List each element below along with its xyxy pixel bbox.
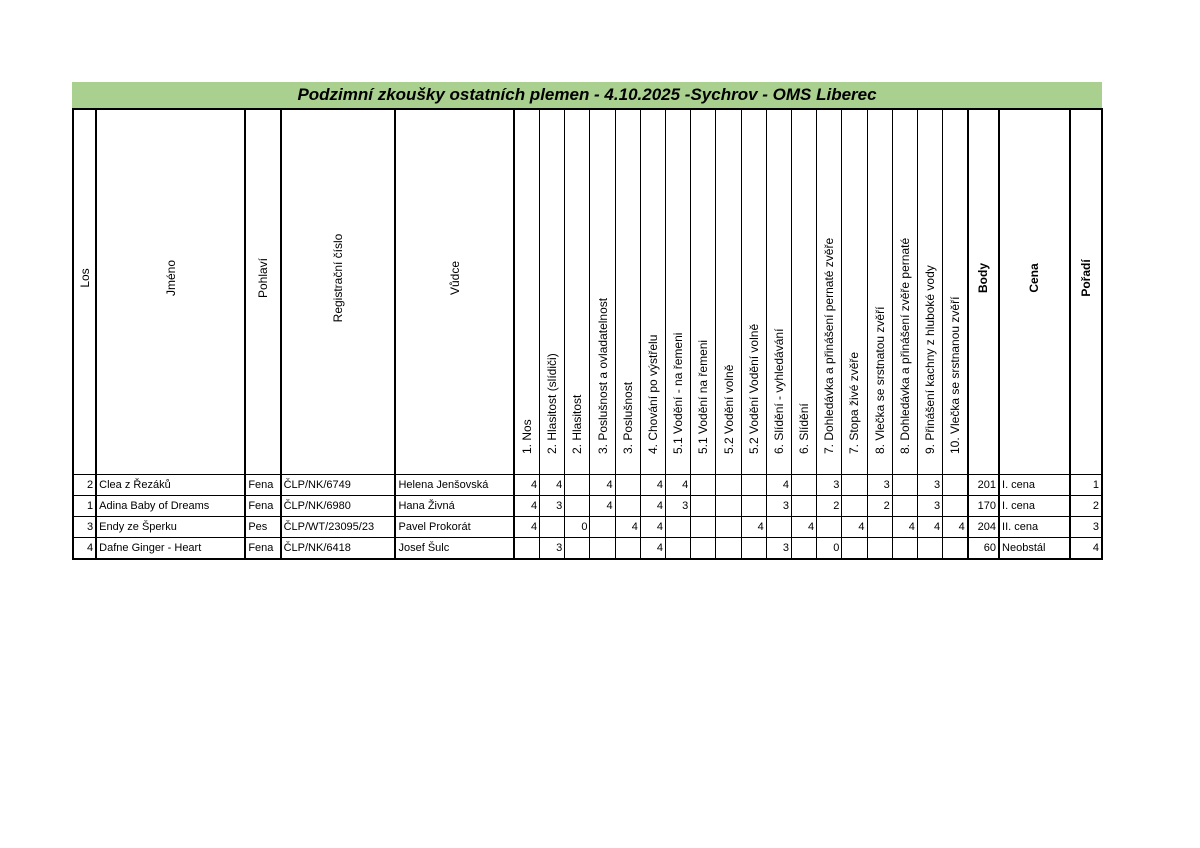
- cell-c1: 4: [514, 517, 539, 538]
- cell-c9: [716, 496, 741, 517]
- cell-c1: [514, 538, 539, 560]
- cell-c2: [540, 517, 565, 538]
- cell-c3: [565, 538, 590, 560]
- header-los: [73, 109, 96, 475]
- cell-cena: Neobstál: [999, 538, 1070, 560]
- cell-vudce: Josef Šulc: [395, 538, 514, 560]
- header-label: 5.1 Vodění na řemeni: [696, 339, 711, 454]
- cell-c7: 4: [666, 475, 691, 496]
- header-c3: [565, 109, 590, 475]
- cell-c3: 0: [565, 517, 590, 538]
- cell-c12: [791, 475, 816, 496]
- cell-c6: 4: [640, 496, 665, 517]
- header-reg: [281, 109, 396, 475]
- header-label: 2. Hlasitost: [570, 394, 585, 454]
- cell-cena: II. cena: [999, 517, 1070, 538]
- header-label: 6. Slídění - vyhledávání: [771, 328, 786, 454]
- header-label: 6. Slídění: [797, 403, 812, 454]
- cell-c14: [842, 538, 867, 560]
- cell-c17: 3: [917, 496, 942, 517]
- header-label: 8. Dohledávka a přinášení zvěře pernaté: [897, 237, 912, 454]
- cell-c4: [590, 517, 615, 538]
- header-label: 2. Hlasitost (slídiči): [545, 353, 560, 454]
- cell-c3: [565, 496, 590, 517]
- cell-pohlavi: Pes: [245, 517, 280, 538]
- cell-c3: [565, 475, 590, 496]
- cell-c16: [892, 496, 917, 517]
- header-pohlavi: [245, 109, 280, 475]
- cell-c6: 4: [640, 475, 665, 496]
- cell-c8: [691, 496, 716, 517]
- header-label: Pořadí: [1078, 259, 1093, 297]
- cell-c7: [666, 517, 691, 538]
- cell-c5: [615, 496, 640, 517]
- header-c9: [716, 109, 741, 475]
- cell-c1: 4: [514, 496, 539, 517]
- header-jmeno: [96, 109, 245, 475]
- cell-c6: 4: [640, 517, 665, 538]
- cell-c16: 4: [892, 517, 917, 538]
- cell-c9: [716, 475, 741, 496]
- cell-pohlavi: Fena: [245, 496, 280, 517]
- cell-c6: 4: [640, 538, 665, 560]
- cell-c13: 0: [817, 538, 842, 560]
- cell-los: 4: [73, 538, 96, 560]
- header-label: 7. Dohledávka a přinášení pernaté zvěře: [822, 237, 837, 454]
- cell-c12: [791, 496, 816, 517]
- header-c10: [741, 109, 766, 475]
- cell-c7: 3: [666, 496, 691, 517]
- header-label: 10. Vlečka se srstnanou zvěří: [947, 296, 962, 454]
- cell-c15: 2: [867, 496, 892, 517]
- cell-poradi: 3: [1070, 517, 1102, 538]
- header-label: 5.2 Vodění volně: [721, 364, 736, 454]
- header-c15: [867, 109, 892, 475]
- cell-c13: 3: [817, 475, 842, 496]
- cell-poradi: 1: [1070, 475, 1102, 496]
- cell-c4: 4: [590, 496, 615, 517]
- header-label: Pohlaví: [255, 257, 270, 299]
- page-title: Podzimní zkoušky ostatních plemen - 4.10.2025 -Sychrov - OMS Liberec: [72, 82, 1102, 108]
- cell-poradi: 4: [1070, 538, 1102, 560]
- cell-c9: [716, 517, 741, 538]
- cell-body: 60: [968, 538, 999, 560]
- cell-body: 201: [968, 475, 999, 496]
- header-c12: [791, 109, 816, 475]
- cell-c12: 4: [791, 517, 816, 538]
- cell-cena: I. cena: [999, 496, 1070, 517]
- cell-reg: ČLP/WT/23095/23: [281, 517, 396, 538]
- cell-vudce: Helena Jenšovská: [395, 475, 514, 496]
- cell-c4: [590, 538, 615, 560]
- cell-los: 1: [73, 496, 96, 517]
- cell-jmeno: Adina Baby of Dreams: [96, 496, 245, 517]
- cell-c18: 4: [943, 517, 968, 538]
- table-row: [73, 517, 1102, 538]
- header-c17: [917, 109, 942, 475]
- header-poradi: [1070, 109, 1102, 475]
- cell-c10: 4: [741, 517, 766, 538]
- cell-c14: [842, 496, 867, 517]
- cell-jmeno: Endy ze Šperku: [96, 517, 245, 538]
- header-body: [968, 109, 999, 475]
- cell-pohlavi: Fena: [245, 475, 280, 496]
- cell-c16: [892, 538, 917, 560]
- cell-cena: I. cena: [999, 475, 1070, 496]
- header-c2: [540, 109, 565, 475]
- table-row: [73, 475, 1102, 496]
- cell-c15: [867, 517, 892, 538]
- header-cena: [999, 109, 1070, 475]
- cell-c13: 2: [817, 496, 842, 517]
- cell-c11: 3: [766, 496, 791, 517]
- cell-jmeno: Clea z Řezáků: [96, 475, 245, 496]
- cell-jmeno: Dafne Ginger - Heart: [96, 538, 245, 560]
- header-c14: [842, 109, 867, 475]
- header-c4: [590, 109, 615, 475]
- cell-c14: [842, 475, 867, 496]
- cell-reg: ČLP/NK/6418: [281, 538, 396, 560]
- header-c7: [666, 109, 691, 475]
- cell-c2: 3: [540, 496, 565, 517]
- header-c13: [817, 109, 842, 475]
- header-label: 8. Vlečka se srstnatou zvěří: [872, 306, 887, 454]
- header-label: 3. Poslušnost: [620, 381, 635, 454]
- cell-reg: ČLP/NK/6749: [281, 475, 396, 496]
- cell-c14: 4: [842, 517, 867, 538]
- cell-body: 170: [968, 496, 999, 517]
- cell-c7: [666, 538, 691, 560]
- cell-pohlavi: Fena: [245, 538, 280, 560]
- header-label: Body: [976, 263, 991, 293]
- cell-c18: [943, 475, 968, 496]
- header-c18: [943, 109, 968, 475]
- cell-c10: [741, 496, 766, 517]
- cell-c9: [716, 538, 741, 560]
- cell-c8: [691, 475, 716, 496]
- header-c6: [640, 109, 665, 475]
- cell-c16: [892, 475, 917, 496]
- results-table: [72, 108, 1103, 560]
- cell-c11: 3: [766, 538, 791, 560]
- cell-c8: [691, 517, 716, 538]
- cell-c11: [766, 517, 791, 538]
- cell-body: 204: [968, 517, 999, 538]
- header-vudce: [395, 109, 514, 475]
- cell-c13: [817, 517, 842, 538]
- cell-poradi: 2: [1070, 496, 1102, 517]
- cell-c17: [917, 538, 942, 560]
- cell-c12: [791, 538, 816, 560]
- cell-c15: [867, 538, 892, 560]
- header-label: 4. Chování po výstřelu: [645, 334, 660, 454]
- header-c8: [691, 109, 716, 475]
- header-label: 3. Poslušnost a ovladatelnost: [595, 297, 610, 454]
- header-label: Cena: [1027, 263, 1042, 293]
- cell-c5: [615, 475, 640, 496]
- header-c5: [615, 109, 640, 475]
- header-label: 7. Stopa živé zvěře: [847, 351, 862, 454]
- cell-c15: 3: [867, 475, 892, 496]
- cell-c5: [615, 538, 640, 560]
- cell-vudce: Pavel Prokorát: [395, 517, 514, 538]
- header-label: 1. Nos: [520, 419, 535, 454]
- cell-vudce: Hana Živná: [395, 496, 514, 517]
- header-label: 9. Přinášení kachny z hluboké vody: [923, 265, 937, 454]
- cell-c10: [741, 538, 766, 560]
- cell-los: 2: [73, 475, 96, 496]
- header-label: Los: [77, 268, 92, 288]
- results-table-container: [72, 108, 1103, 564]
- table-row: [73, 496, 1102, 517]
- cell-c17: 3: [917, 475, 942, 496]
- cell-c18: [943, 538, 968, 560]
- cell-c11: 4: [766, 475, 791, 496]
- cell-c1: 4: [514, 475, 539, 496]
- header-label: Registrační číslo: [331, 233, 346, 323]
- header-label: 5.2 Vodění Vodění volně: [746, 323, 761, 454]
- cell-c2: 4: [540, 475, 565, 496]
- header-c16: [892, 109, 917, 475]
- header-row: [73, 109, 1102, 475]
- cell-c10: [741, 475, 766, 496]
- header-label: Vůdce: [447, 260, 462, 296]
- cell-c4: 4: [590, 475, 615, 496]
- cell-c18: [943, 496, 968, 517]
- cell-los: 3: [73, 517, 96, 538]
- cell-c17: 4: [917, 517, 942, 538]
- header-c11: [766, 109, 791, 475]
- cell-c5: 4: [615, 517, 640, 538]
- header-label: Jméno: [163, 259, 178, 297]
- cell-c8: [691, 538, 716, 560]
- cell-c2: 3: [540, 538, 565, 560]
- table-row: [73, 538, 1102, 560]
- header-c1: [514, 109, 539, 475]
- header-label: 5.1 Vodění - na řemeni: [671, 332, 686, 454]
- cell-reg: ČLP/NK/6980: [281, 496, 396, 517]
